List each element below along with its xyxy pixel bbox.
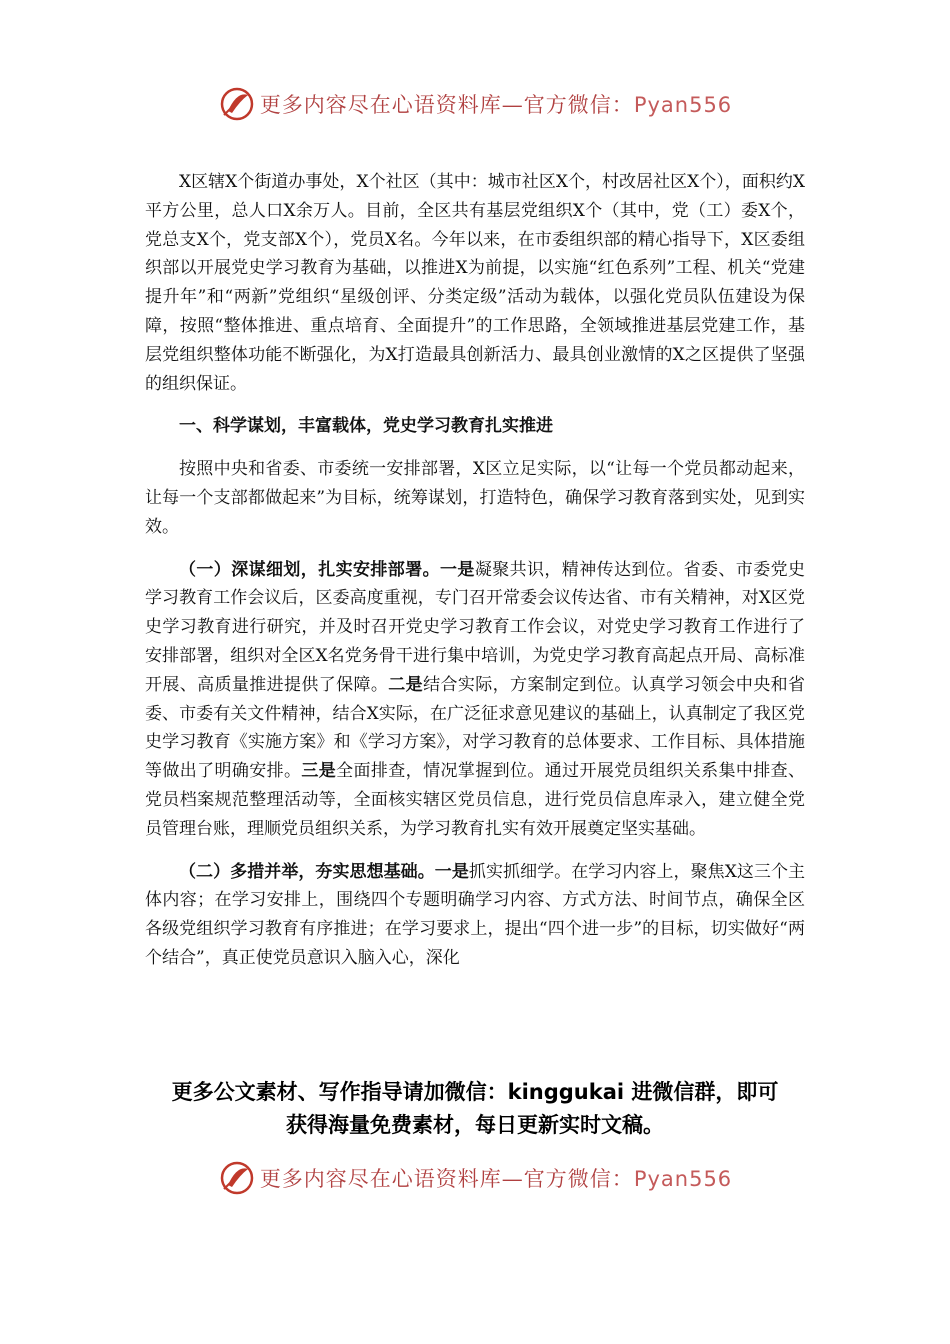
subsection-1-title: （一）深谋细划，扎实安排部署。 [179,559,440,580]
promo-line-1: 更多公文素材、写作指导请加微信：kinggukai 进微信群，即可 [171,1080,779,1104]
banner-text: 更多内容尽在心语资料库—官方微信：Pyan556 [259,1167,733,1191]
header-banner [0,84,950,124]
subsection-2-title: （二）多措并举，夯实思想基础。 [179,861,435,882]
promo-notice [0,1076,950,1142]
logo-icon [218,85,256,123]
subsection-2-paragraph: （二）多措并举，夯实思想基础。一是抓实抓细学。在学习内容上，聚焦X这三个主体内容；在学习安排上，围绕四个专题明确学习内容、方式方法、时间节点，确保全区各级党组织学习教育有序推进；在学习要求上，提出“四个进一步”的目标，切实做好“两个结合”，真正使党员意识入脑入心，深化 [145,861,806,968]
banner-text: 更多内容尽在心语资料库—官方微信：Pyan556 [259,93,733,117]
footer-banner [0,1158,950,1198]
subsection-1-paragraph: （一）深谋细划，扎实安排部署。一是凝聚共识，精神传达到位。省委、市委党史学习教育工作会议后，区委高度重视，专门召开常委会议传达省、市有关精神，对X区党史学习教育进行研究，并及时召开党史学习教育工作会议，对党史学习教育工作进行了安排部署，组织对全区X名党务骨干进行集中培训，为党史学习教育高起点开局、高标准开展、高质量推进提供了保障。二是结合实际，方案制定到位。认真学习领会中央和省委、市委有关文件精神，结合X实际，在广泛征求意见建议的基础上，认真制定了我区党史学习教育《实施方案》和《学习方案》，对学习教育的总体要求、工作目标、具体措施等做出了明确安排。三是全面排查，情况掌握到位。通过开展党员组织关系集中排查、党员档案规范整理活动等，全面核实辖区党员信息，进行党员信息库录入，建立健全党员管理台账，理顺党员组织关系，为学习教育扎实有效开展奠定坚实基础。 [145,559,806,839]
document-body [145,168,805,973]
logo-icon [218,1159,256,1197]
intro-paragraph: X区辖X个街道办事处，X个社区（其中：城市社区X个，村改居社区X个），面积约X平方公里，总人口X余万人。目前，全区共有基层党组织X个（其中，党（工）委X个，党总支X个，党支部X个），党员X名。今年以来，在市委组织部的精心指导下，X区委组织部以开展党史学习教育为基础，以推进X为前提，以实施“红色系列”工程、机关“党建提升年”和“两新”党组织“星级创评、分类定级”活动为载体，以强化党员队伍建设为保障，按照“整体推进、重点培育、全面提升”的工作思路，全领域推进基层党建工作，基层党组织整体功能不断强化，为X打造最具创新活力、最具创业激情的X之区提供了坚强的组织保证。 [145,172,805,394]
promo-line-2: 获得海量免费素材，每日更新实时文稿。 [286,1113,664,1137]
section-intro-paragraph: 按照中央和省委、市委统一安排部署，X区立足实际，以“让每一个党员都动起来，让每一个支部都做起来”为目标，统筹谋划，打造特色，确保学习教育落到实处，见到实效。 [145,459,805,537]
section-heading: 一、科学谋划，丰富载体，党史学习教育扎实推进 [179,416,553,437]
